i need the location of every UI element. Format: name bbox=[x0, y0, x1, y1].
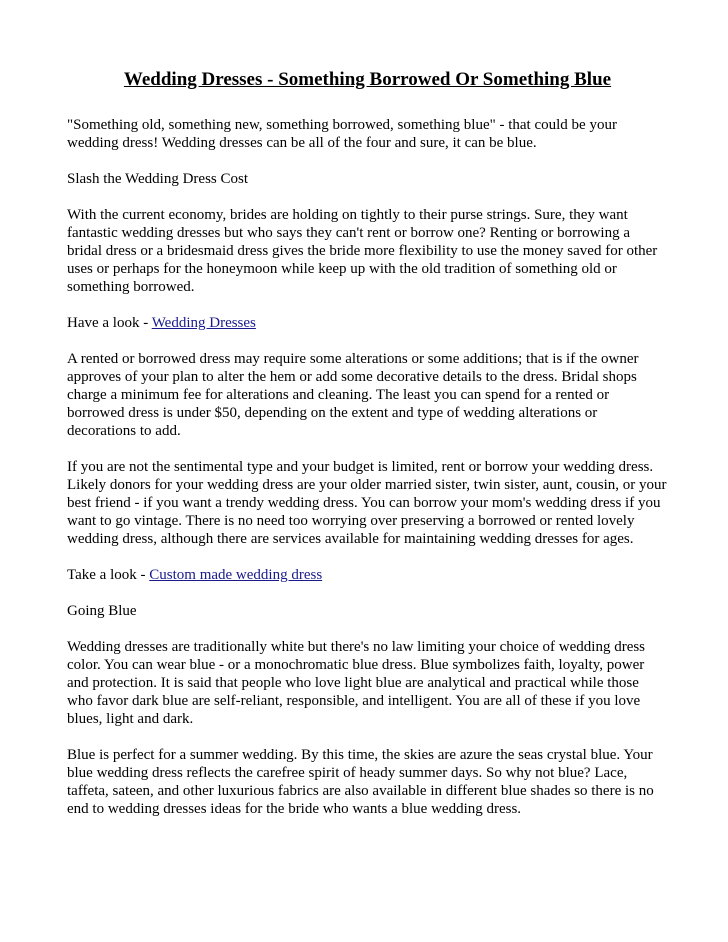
section-heading-cost: Slash the Wedding Dress Cost bbox=[67, 171, 249, 187]
intro-paragraph: "Something old, something new, something borrowed, something blue" - that could be your wedding dress! Wedding dresses can be all of the four and sure, it can be blue. bbox=[67, 117, 617, 151]
alterations-paragraph: A rented or borrowed dress may require some alterations or some additions; that is if the owner approves of your plan to alter the hem or add some decorative details to the dress. Bridal shops charge a minimum fee for alterations and cleaning. The least you can spend for a rented or borrowed dress is under $50, depending on the extent and type of wedding alterations or decorations to add. bbox=[67, 351, 639, 439]
section-heading-blue: Going Blue bbox=[67, 603, 137, 619]
budget-paragraph: If you are not the sentimental type and your budget is limited, rent or borrow your wedding dress. Likely donors for your wedding dress are your older married sister, twin sister, aunt, cousin, or your best friend - if you want a trendy wedding dress. You can borrow your mom's wedding dress if you want to go vintage. There is no need too worrying over preserving a borrowed or rented lovely wedding dress, although there are services available for maintaining wedding dresses for ages. bbox=[67, 459, 667, 547]
have-a-look-line bbox=[67, 314, 668, 332]
have-a-look-prefix: Have a look - bbox=[67, 315, 152, 331]
take-a-look-prefix: Take a look - bbox=[67, 567, 150, 583]
page-title: Wedding Dresses - Something Borrowed Or Something Blue bbox=[123, 69, 612, 90]
take-a-look-line bbox=[67, 566, 668, 584]
summer-wedding-paragraph: Blue is perfect for a summer wedding. By this time, the skies are azure the seas crystal blue. Your blue wedding dress reflects the carefree spirit of heady summer days. So why not blue? Lace, taffeta, sateen, and other luxurious fabrics are also available in different blue shades so there is no end to wedding dresses ideas for the bride who wants a blue wedding dress. bbox=[67, 747, 654, 817]
wedding-dresses-link[interactable]: Wedding Dresses bbox=[151, 315, 256, 331]
blue-color-paragraph: Wedding dresses are traditionally white but there's no law limiting your choice of wedding dress color. You can wear blue - or a monochromatic blue dress. Blue symbolizes faith, loyalty, power and protection. It is said that people who love light blue are analytical and practical while those who favor dark blue are self-reliant, responsible, and intelligent. You are all of these if you love blues, light and dark. bbox=[67, 639, 646, 727]
custom-made-wedding-dress-link[interactable]: Custom made wedding dress bbox=[149, 567, 323, 583]
economy-paragraph: With the current economy, brides are holding on tightly to their purse strings. Sure, they want fantastic wedding dresses but who says they can't rent or borrow one? Renting or borrowing a bridal dress or a bridesmaid dress gives the bride more flexibility to use the money saved for other uses or perhaps for the honeymoon while keep up with the old tradition of something old or something borrowed. bbox=[67, 207, 658, 295]
